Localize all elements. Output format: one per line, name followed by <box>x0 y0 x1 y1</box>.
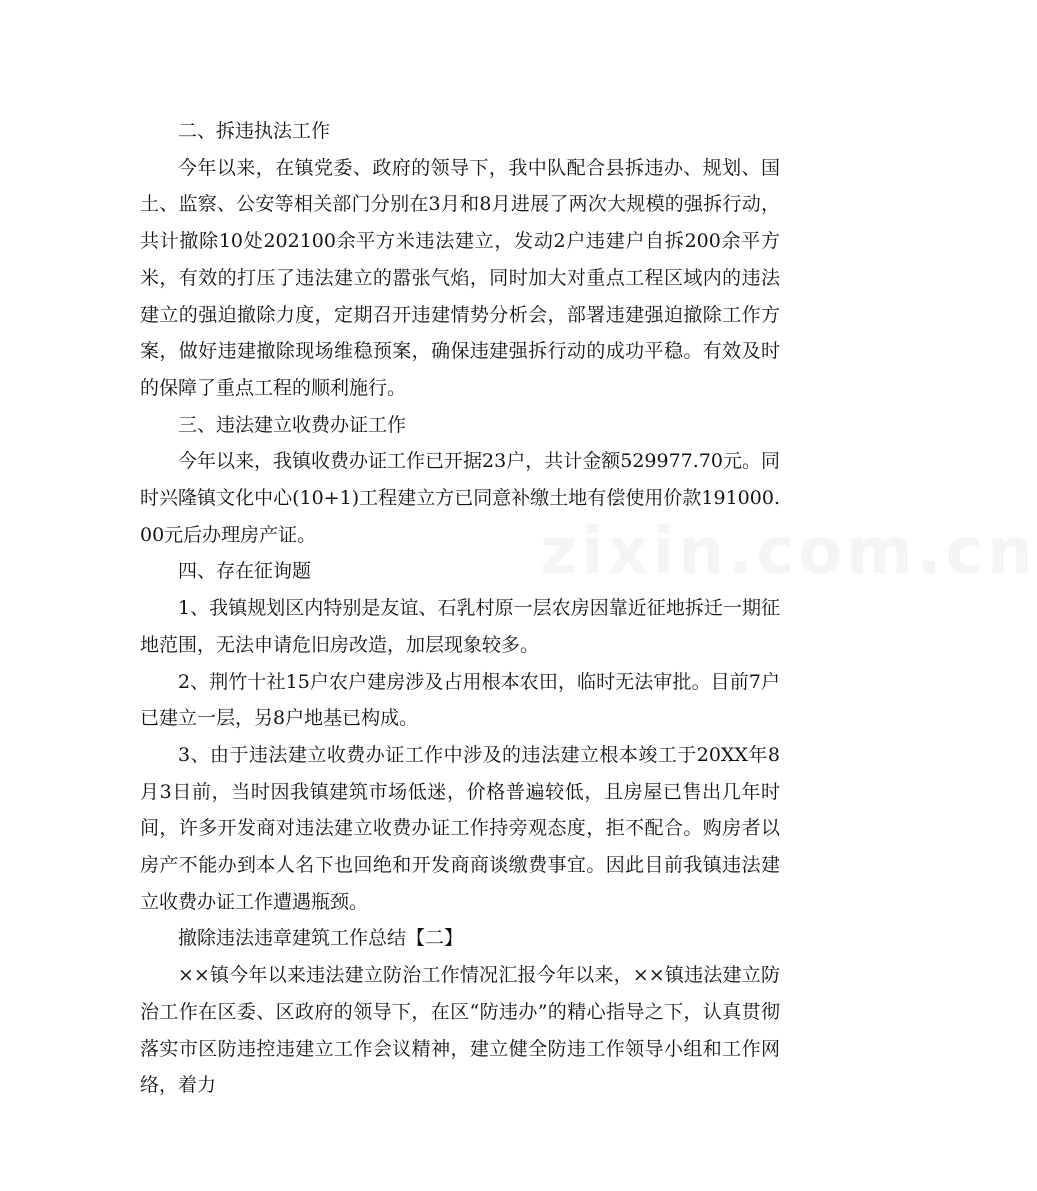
paragraph-issue-2: 2、荆竹十社15户农户建房涉及占用根本农田，临时无法审批。目前7户已建立一层，另8户地基已构成。 <box>140 670 780 730</box>
paragraph-issue-3: 3、由于违法建立收费办证工作中涉及的违法建立根本竣工于20XX年8月3日前，当时因我镇建筑市场低迷，价格普遍较低，且房屋已售出几年时间，许多开发商对违法建立收费办证工作持旁观态度，拒不配合。购房者以房产不能办到本人名下也回绝和开发商商谈缴费事宜。因此目前我镇违法建立收费办证工作遭遇瓶颈。 <box>140 743 780 913</box>
paragraph-fee-certification: 今年以来，我镇收费办证工作已开据23户，共计金额529977.70元。同时兴隆镇文化中心(10+1)工程建立方已同意补缴土地有偿使用价款191000.00元后办理房产证。 <box>140 450 780 546</box>
paragraph-issue-1: 1、我镇规划区内特别是友谊、石乳村原一层农房因靠近征地拆迁一期征地范围，无法申请危旧房改造，加层现象较多。 <box>140 597 780 656</box>
paragraph-summary-intro: ××镇今年以来违法建立防治工作情况汇报今年以来，××镇违法建立防治工作在区委、区政府的领导下，在区“防违办”的精心指导之下，认真贯彻落实市区防违控违建立工作会议精神，建立健全防违工作领导小组和工作网络，着力 <box>140 964 780 1097</box>
summary-title: 撤除违法违章建筑工作总结【二】 <box>178 927 464 950</box>
section-heading-demolition: 二、拆违执法工作 <box>178 120 331 142</box>
watermark: zixin.com.cn <box>540 515 1037 589</box>
paragraph-demolition-enforcement: 今年以来，在镇党委、政府的领导下，我中队配合县拆违办、规划、国土、监察、公安等相关部门分别在3月和8月进展了两次大规模的强拆行动，共计撤除10处202100余平方米违法建立，发动2户违建户自拆200余平方米，有效的打压了违法建立的嚣张气焰，同时加大对重点工程区域内的违法建立的强迫撤除力度，定期召开违建情势分析会，部署违建强迫撤除工作方案，做好违建撤除现场维稳预案，确保违建强拆行动的成功平稳。有效及时的保障了重点工程的顺利施行。 <box>140 156 780 399</box>
section-heading-issues: 四、存在征询题 <box>178 560 312 583</box>
document-body <box>140 113 780 1104</box>
section-heading-fee-certification: 三、违法建立收费办证工作 <box>178 413 407 436</box>
